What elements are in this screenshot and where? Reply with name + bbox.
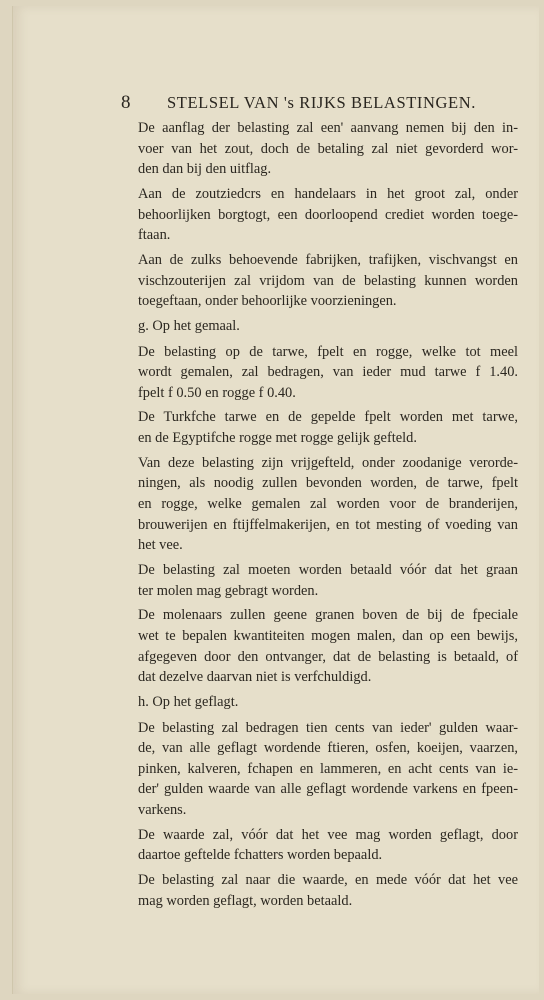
text-line: Van deze belasting zijn vrijgefteld, onder zoodanige verorde- — [138, 454, 518, 471]
text-line: De molenaars zullen geene granen boven de bij de fpeciale — [138, 607, 518, 624]
running-head: STELSEL VAN 's RIJKS BELASTINGEN. — [167, 93, 476, 112]
paragraph — [124, 184, 518, 246]
paragraph — [124, 453, 518, 556]
text-line: en rogge, welke gemalen zal worden voor de branderijen, — [138, 496, 518, 513]
text-line: g. Op het gemaal. — [138, 317, 240, 334]
paragraph — [124, 560, 518, 601]
text-line: daartoe geftelde fchatters worden bepaald. — [138, 847, 383, 864]
text-line: voer van het zout, doch de betaling zal niet gevorderd wor- — [138, 140, 518, 157]
text-line: ningen, als noodig zullen bevonden worden, de tarwe, fpelt — [138, 475, 518, 492]
text-line: Aan de zoutziedcrs en handelaars in het groot zal, onder — [138, 185, 518, 202]
paragraph — [124, 342, 518, 404]
text-line: wet te bepalen kwantiteiten mogen malen, dan op een bewijs, — [138, 627, 518, 644]
text-line: ftaan. — [138, 227, 171, 244]
text-line: h. Op het geflagt. — [138, 693, 239, 710]
text-line: en de Egyptifche rogge met rogge gelijk gefteld. — [138, 430, 417, 447]
text-line: afgegeven door den ontvanger, dat de belasting is betaald, of — [138, 648, 518, 665]
paragraph — [124, 825, 518, 866]
text-line: De belasting zal moeten worden betaald vóór dat het graan — [138, 562, 518, 578]
body-text — [124, 118, 518, 915]
paragraph — [124, 250, 518, 312]
paragraph — [124, 118, 518, 180]
text-line: Aan de zulks behoevende fabrijken, trafijken, vischvangst en — [138, 251, 518, 268]
text-line: het vee. — [138, 537, 183, 554]
text-line: mag worden geflagt, worden betaald. — [138, 892, 353, 909]
text-line: behoorlijken borgtogt, een doorloopend crediet worden toege- — [138, 206, 518, 223]
text-line: De waarde zal, vóór dat het vee mag worden geflagt, door — [138, 826, 518, 843]
text-line: De belasting zal naar die waarde, en mede vóór dat het vee — [138, 872, 518, 889]
page-header — [121, 92, 483, 120]
paragraph — [124, 718, 518, 821]
text-line: brouwerijen en ftijffelmakerijen, en tot mesting of voeding van — [138, 516, 518, 533]
section-heading — [124, 692, 518, 713]
text-line: toegeftaan, onder behoorlijke voorzieningen. — [138, 293, 397, 310]
text-line: wordt gemalen, zal bedragen, van ieder mud tarwe f 1.40. — [138, 364, 518, 381]
page-number: 8 — [121, 92, 131, 113]
paragraph — [124, 870, 518, 911]
text-line: De aanflag der belasting zal een' aanvang nemen bij den in- — [138, 120, 518, 136]
section-heading — [124, 316, 518, 337]
text-line: De Turkfche tarwe en de gepelde fpelt worden met tarwe, — [138, 409, 518, 426]
paragraph — [124, 605, 518, 687]
text-line: den dan bij den uitflag. — [138, 161, 272, 178]
text-line: varkens. — [138, 801, 187, 818]
text-line: de, van alle geflagt wordende ftieren, osfen, koeijen, vaarzen, — [138, 740, 518, 757]
text-line: dat dezelve daarvan niet is verfchuldigd. — [138, 669, 372, 686]
text-line: fpelt f 0.50 en rogge f 0.40. — [138, 384, 296, 401]
text-line: vischzouterijen zal vrijdom van de belasting kunnen worden — [138, 272, 518, 289]
text-line: ter molen mag gebragt worden. — [138, 582, 319, 599]
text-line: De belasting zal bedragen tien cents van ieder' gulden waar- — [138, 719, 518, 736]
paragraph — [124, 407, 518, 448]
text-line: der' gulden waarde van alle geflagt wordende varkens en fpeen- — [138, 781, 518, 798]
text-line: De belasting op de tarwe, fpelt en rogge, welke tot meel — [138, 343, 518, 360]
text-line: pinken, kalveren, fchapen en lammeren, en acht cents van ie- — [138, 760, 518, 777]
